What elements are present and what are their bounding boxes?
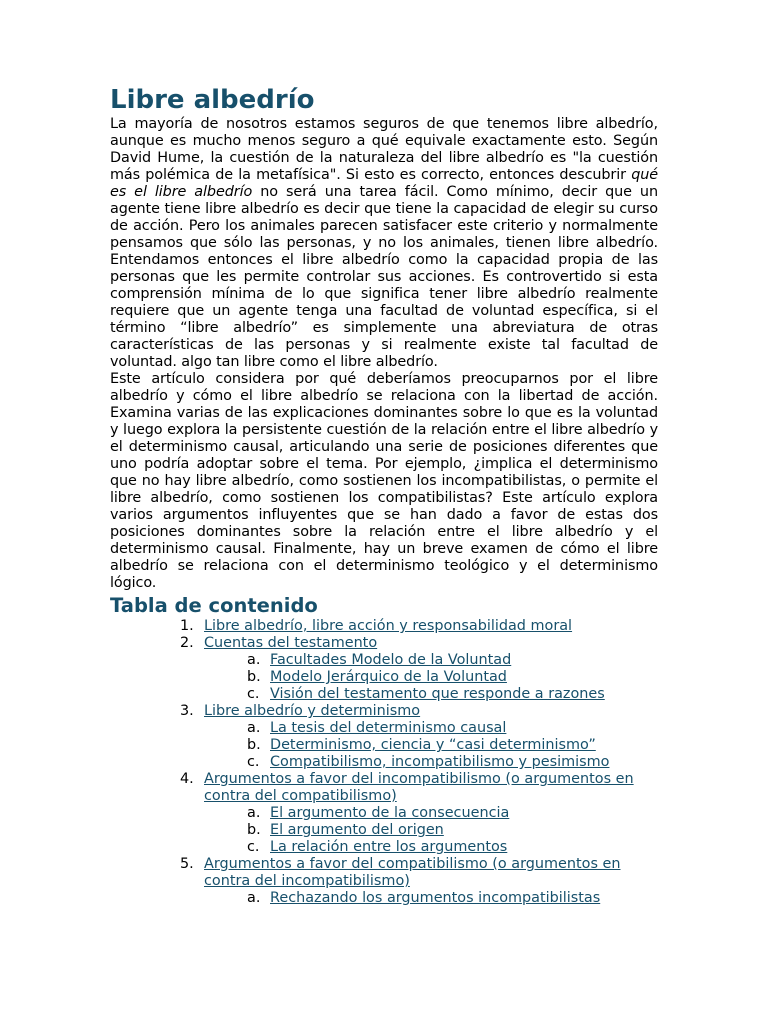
toc-sub-item [110, 652, 658, 669]
toc-item-number: 5. [180, 856, 194, 872]
toc-sub-item [110, 669, 658, 686]
toc-sub-letter: b. [247, 737, 261, 753]
toc-sub-letter: c. [247, 839, 260, 855]
toc-sub-link[interactable]: El argumento del origen [270, 822, 444, 838]
toc-link[interactable]: Libre albedrío, libre acción y responsabilidad moral [204, 618, 573, 634]
toc-sub-link[interactable]: Compatibilismo, incompatibilismo y pesimismo [270, 754, 610, 770]
toc-link[interactable]: Argumentos a favor del incompatibilismo (o argumentos en contra del compatibilismo) [204, 771, 634, 804]
toc-sub-item [110, 890, 658, 907]
toc-sub-letter: b. [247, 669, 261, 685]
toc-sub-list [110, 652, 658, 703]
toc-sub-list [110, 890, 658, 907]
toc-sub-letter: a. [247, 652, 261, 668]
toc-sub-item [110, 805, 658, 822]
intro-emphasis: qué es el libre albedrío [110, 167, 658, 200]
intro-text-start: La mayoría de nosotros estamos seguros de que tenemos libre albedrío, aunque es mucho menos seguro a qué equivale exactamente esto. Según David Hume, la cuestión de la naturaleza del libre albedrío es "la cuestión más polémica de la metafísica". Si esto es correcto, entonces descubrir [110, 116, 658, 183]
toc-sub-letter: a. [247, 805, 261, 821]
toc-sub-link[interactable]: Rechazando los argumentos incompatibilistas [270, 890, 601, 906]
toc-sub-link[interactable]: Determinismo, ciencia y “casi determinismo” [270, 737, 596, 753]
article-scope-paragraph: Este artículo considera por qué deberíamos preocuparnos por el libre albedrío y cómo el libre albedrío se relaciona con la libertad de acción. Examina varias de las explicaciones dominantes sobre lo que es la voluntad y luego explora la persistente cuestión de la relación entre el libre albedrío y el determinismo causal, articulando una serie de posiciones diferentes que uno podría adoptar sobre el tema. Por ejemplo, ¿implica el determinismo que no hay libre albedrío, como sostienen los incompatibilistas, o permite el libre albedrío, como sostienen los compatibilistas? Este artículo explora varios argumentos influyentes que se han dado a favor de estas dos posiciones dominantes sobre la relación entre el libre albedrío y el determinismo causal. Finalmente, hay un breve examen de cómo el libre albedrío se relaciona con el determinismo teológico y el determinismo lógico. [110, 371, 658, 591]
toc-sub-letter: a. [247, 890, 261, 906]
toc-link[interactable]: Libre albedrío y determinismo [204, 703, 421, 719]
toc-sub-link[interactable]: Modelo Jerárquico de la Voluntad [270, 669, 507, 685]
toc-sub-item [110, 822, 658, 839]
toc-sub-item [110, 720, 658, 737]
toc-sub-link[interactable]: Visión del testamento que responde a razones [270, 686, 605, 702]
toc-sub-letter: c. [247, 754, 260, 770]
toc-sub-link[interactable]: El argumento de la consecuencia [270, 805, 510, 821]
toc-item [110, 856, 658, 907]
toc-item [110, 635, 658, 703]
toc-sub-link[interactable]: Facultades Modelo de la Voluntad [270, 652, 512, 668]
document-page [110, 84, 658, 907]
toc-sub-list [110, 720, 658, 771]
toc-sub-letter: b. [247, 822, 261, 838]
toc-sub-item [110, 737, 658, 754]
toc-item-number: 4. [180, 771, 194, 787]
toc-sub-item [110, 839, 658, 856]
toc-item [110, 771, 658, 856]
intro-text-end: no será una tarea fácil. Como mínimo, decir que un agente tiene libre albedrío es decir que tiene la capacidad de elegir su curso de acción. Pero los animales parecen satisfacer este criterio y normalmente pensamos que sólo las personas, y no los animales, tienen libre albedrío. Entendamos entonces el libre albedrío como la capacidad propia de las personas que les permite controlar sus acciones. Es controvertido si esta comprensión mínima de lo que significa tener libre albedrío realmente requiere que un agente tenga una facultad de voluntad específica, si el término “libre albedrío” es simplemente una abreviatura de otras características de las personas y si realmente existe tal facultad de voluntad. algo tan libre como el libre albedrío. [110, 184, 658, 370]
toc-sub-letter: a. [247, 720, 261, 736]
toc-item [110, 618, 658, 635]
toc-sub-link[interactable]: La relación entre los argumentos [270, 839, 508, 855]
toc-sub-link[interactable]: La tesis del determinismo causal [270, 720, 507, 736]
intro-paragraph [110, 116, 658, 371]
page-title: Libre albedrío [110, 85, 315, 115]
toc-link[interactable]: Cuentas del testamento [204, 635, 378, 651]
toc-sub-list [110, 805, 658, 856]
toc-item-number: 1. [180, 618, 194, 634]
toc-link[interactable]: Argumentos a favor del compatibilismo (o argumentos en contra del incompatibilismo) [204, 856, 621, 889]
toc-item [110, 703, 658, 771]
toc-item-number: 2. [180, 635, 194, 651]
toc-sub-letter: c. [247, 686, 260, 702]
toc-heading: Tabla de contenido [110, 594, 318, 617]
toc-sub-item [110, 754, 658, 771]
table-of-contents [110, 618, 658, 907]
toc-sub-item [110, 686, 658, 703]
toc-item-number: 3. [180, 703, 194, 719]
